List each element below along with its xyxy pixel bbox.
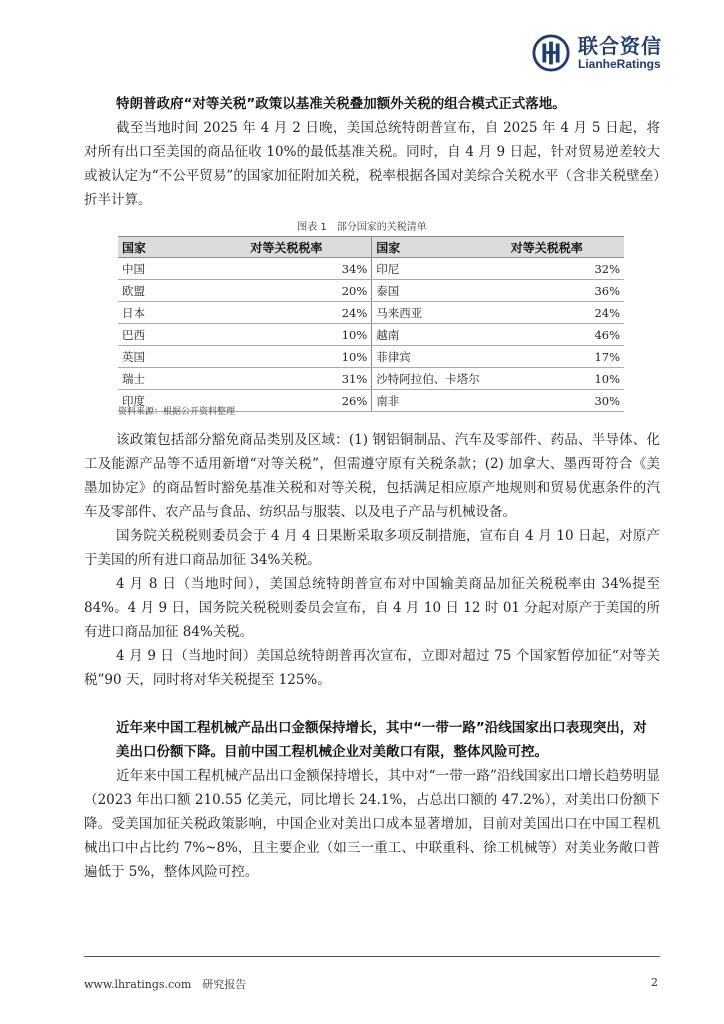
- section1-paragraph-3: 国务院关税税则委员会于 4 月 4 日果断采取多项反制措施，宣布自 4 月 10 日起，对原产于美国的所有进口商品加征 34%关税。: [84, 528, 660, 568]
- cell-rate-right: 30%: [507, 390, 624, 412]
- cell-country-left: 巴西: [118, 324, 246, 346]
- cell-country-right: 菲律宾: [372, 346, 507, 368]
- table-row: [118, 302, 624, 324]
- cell-country-right: 沙特阿拉伯、卡塔尔: [372, 368, 507, 390]
- header-rate-left: 对等关税税率: [246, 237, 371, 258]
- cell-country-left: 欧盟: [118, 280, 246, 302]
- table-row: [118, 368, 624, 390]
- cell-rate-left: 20%: [246, 280, 371, 302]
- header-rate-right: 对等关税税率: [507, 237, 624, 258]
- header-country-right: 国家: [372, 237, 507, 258]
- table-row: [118, 258, 624, 280]
- tariff-table-body: [118, 258, 624, 412]
- cell-rate-left: 10%: [246, 324, 371, 346]
- cell-rate-right: 36%: [507, 280, 624, 302]
- cell-rate-right: 32%: [507, 258, 624, 280]
- header-country-left: 国家: [118, 237, 246, 258]
- section2-heading: 近年来中国工程机械产品出口金额保持增长，其中“一带一路”沿线国家出口表现突出，对美出口份额下降。目前中国工程机械企业对美敞口有限，整体风险可控。: [116, 720, 647, 760]
- table-row: [118, 324, 624, 346]
- tariff-table: [118, 236, 624, 412]
- brand-name-cn: 联合资信: [578, 34, 662, 58]
- table-row: [118, 346, 624, 368]
- cell-country-left: 瑞士: [118, 368, 246, 390]
- cell-country-left: 印度: [118, 390, 246, 412]
- cell-country-right: 南非: [372, 390, 507, 412]
- section1-paragraph-4: 4 月 8 日（当地时间），美国总统特朗普宣布对中国输美商品加征关税税率由 34%提至 84%。4 月 9 日，国务院关税税则委员会宣布，自 4 月 10 日 12 时 01 分起对原产于美国的所有进口商品加征 84%关税。: [84, 576, 660, 640]
- cell-rate-left: 10%: [246, 346, 371, 368]
- table-header-row: [118, 237, 624, 258]
- cell-rate-right: 46%: [507, 324, 624, 346]
- cell-rate-right: 24%: [507, 302, 624, 324]
- figure-source: 资料来源：根据公开资料整理: [118, 407, 236, 417]
- footer-site: www.lhratings.com 研究报告: [84, 978, 247, 991]
- cell-country-right: 泰国: [372, 280, 507, 302]
- footer-divider: [84, 956, 660, 957]
- page-number: 2: [651, 976, 658, 989]
- cell-rate-right: 17%: [507, 346, 624, 368]
- section2-paragraph-1: 近年来中国工程机械产品出口金额保持增长，其中对“一带一路”沿线国家出口增长趋势明显（2023 年出口额 210.55 亿美元，同比增长 24.1%，占总出口额的 47.2%），对美出口份额下降。受美国加征关税政策影响，中国企业对美出口成本显著增加，目前对美国出口在中国工程机械出口中占比约 7%~8%，且主要企业（如三一重工、中联重科、徐工机械等）对美业务敞口普遍低于 5%，整体风险可控。: [84, 768, 660, 880]
- cell-rate-right: 10%: [507, 368, 624, 390]
- section1-paragraph-2: 该政策包括部分豁免商品类别及区域：(1) 钢铝铜制品、汽车及零部件、药品、半导体、化工及能源产品等不适用新增“对等关税”，但需遵守原有关税条款；(2) 加拿大、墨西哥符合《美墨加协定》的商品暂时豁免基准关税和对等关税，包括满足相应原产地规则和贸易优惠条件的汽车及零部件、农产品与食品、纺织品与服装、以及电子产品与机械设备。: [84, 432, 660, 520]
- cell-country-left: 日本: [118, 302, 246, 324]
- cell-country-right: 越南: [372, 324, 507, 346]
- cell-country-right: 印尼: [372, 258, 507, 280]
- cell-rate-left: 24%: [246, 302, 371, 324]
- cell-country-left: 英国: [118, 346, 246, 368]
- brand-logo: [532, 34, 662, 72]
- cell-country-right: 马来西亚: [372, 302, 507, 324]
- cell-rate-left: 26%: [246, 390, 371, 412]
- section1-paragraph-5: 4 月 9 日（当地时间）美国总统特朗普再次宣布，立即对超过 75 个国家暂停加征“对等关税”90 天，同时将对华关税提至 125%。: [84, 648, 660, 688]
- section1-paragraph-1: 截至当地时间 2025 年 4 月 2 日晚，美国总统特朗普宣布，自 2025 年 4 月 5 日起，将对所有出口至美国的商品征收 10%的最低基准关税。同时，自 4 月 9 日起，针对贸易逆差较大或被认定为“不公平贸易”的国家加征附加关税，税率根据各国对美综合关税水平（含非关税壁垒）折半计算。: [84, 120, 660, 208]
- figure-caption: 图表 1 部分国家的关税清单: [297, 222, 427, 233]
- cell-rate-left: 34%: [246, 258, 371, 280]
- brand-name-en: LianheRatings: [578, 57, 661, 71]
- section1-heading: 特朗普政府“对等关税”政策以基准关税叠加额外关税的组合模式正式落地。: [116, 96, 566, 112]
- table-row: [118, 280, 624, 302]
- cell-rate-left: 31%: [246, 368, 371, 390]
- cell-country-left: 中国: [118, 258, 246, 280]
- lianhe-logo-icon: [532, 34, 570, 72]
